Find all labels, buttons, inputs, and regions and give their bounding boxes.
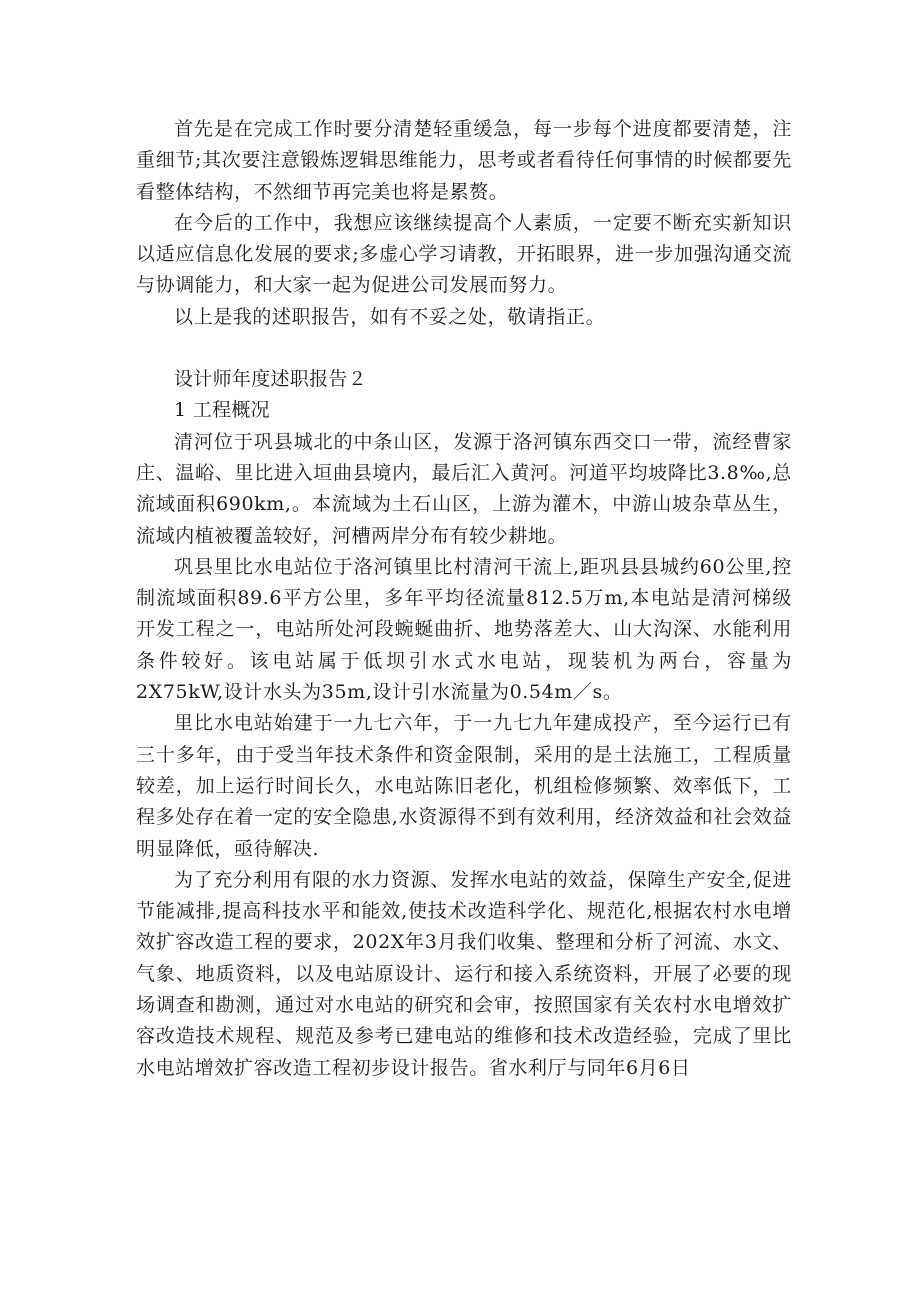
document-body [136, 114, 792, 1084]
section-title: 1 工程概况 [174, 399, 270, 422]
paragraph-renovation-plan: 为了充分利用有限的水力资源、发挥水电站的效益，保障生产安全,促进节能减排,提高科技水平和能效,使技术改造科学化、规范化,根据农村水电增效扩容改造工程的要求，202X年3月我们收集、整理和分析了河流、水文、气象、地质资料，以及电站原设计、运行和接入系统资料，开展了必要的现场调查和勘测，通过对水电站的研究和会审，按照国家有关农村水电增效扩容改造技术规程、规范及参考已建电站的维修和技术改造经验，完成了里比水电站增效扩容改造工程初步设计报告。省水利厅与同年6月6日 [136, 868, 792, 1079]
paragraph-station-history: 里比水电站始建于一九七六年，于一九七九年建成投产，至今运行已有三十多年，由于受当年技术条件和资金限制，采用的是土法施工，工程质量较差，加上运行时间长久，水电站陈旧老化，机组检修频繁、效率低下，工程多处存在着一定的安全隐患,水资源得不到有效利用，经济效益和社会效益明显降低，亟待解决. [136, 712, 792, 860]
paragraph-river-overview: 清河位于巩县城北的中条山区，发源于洛河镇东西交口一带，流经曹家庄、温峪、里比进入垣曲县境内，最后汇入黄河。河道平均坡降比3.8‰,总流域面积690km,。本流域为土石山区，上游为灌木，中游山坡杂草丛生，流域内植被覆盖较好，河槽两岸分布有较少耕地。 [136, 430, 792, 547]
report-title: 设计师年度述职报告２ [174, 368, 368, 391]
paragraph-future-work: 在今后的工作中，我想应该继续提高个人素质，一定要不断充实新知识以适应信息化发展的要求;多虚心学习请教，开拓眼界，进一步加强沟通交流与协调能力，和大家一起为促进公司发展而努力。 [136, 211, 792, 297]
section-spacer [136, 333, 792, 364]
paragraph-priorities: 首先是在完成工作时要分清楚轻重缓急，每一步每个进度都要清楚，注重细节;其次要注意锻炼逻辑思维能力，思考或者看待任何事情的时候都要先看整体结构，不然细节再完美也将是累赘。 [136, 118, 792, 203]
paragraph-station-location: 巩县里比水电站位于洛河镇里比村清河干流上,距巩县县城约60公里,控制流域面积89.6平方公里，多年平均径流量812.5万m,本电站是清河梯级开发工程之一，电站所处河段蜿蜒曲折、地势落差大、山大沟深、水能利用条件较好。该电站属于低坝引水式水电站，现装机为两台，容量为2X75kW,设计水头为35m,设计引水流量为0.54m／s。 [136, 555, 792, 704]
paragraph-closing: 以上是我的述职报告，如有不妥之处，敬请指正。 [174, 305, 606, 328]
